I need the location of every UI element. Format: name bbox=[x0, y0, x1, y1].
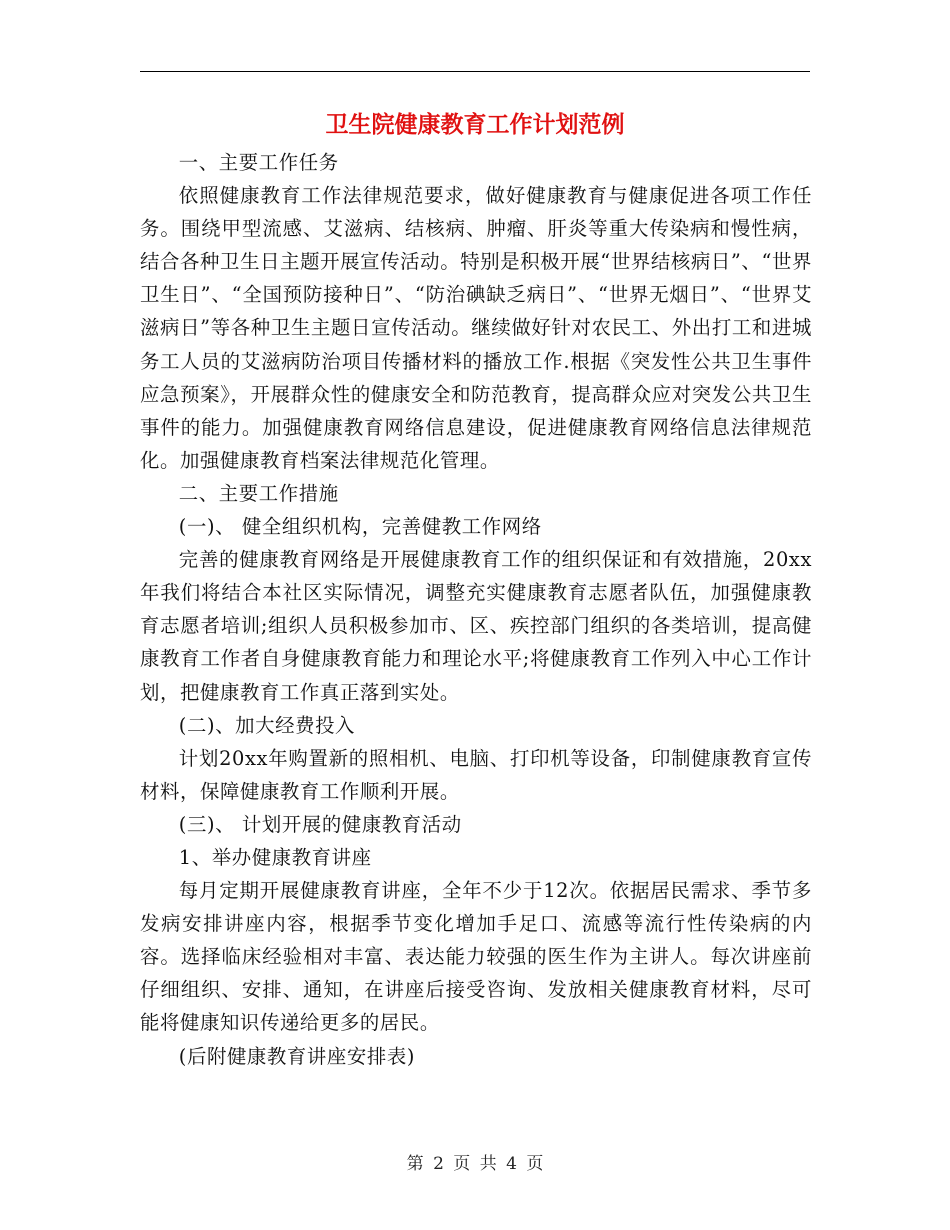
subheading-organization: (一)、 健全组织机构，完善健教工作网络 bbox=[178, 515, 542, 539]
document-body bbox=[140, 146, 812, 1073]
paragraph-lectures: 每月定期开展健康教育讲座，全年不少于12次。依据居民需求、季节多发病安排讲座内容，根据季节变化增加手足口、流感等流行性传染病的内容。选择临床经验相对丰富、表达能力较强的医生作为主讲人。每次讲座前仔细组织、安排、通知，在讲座后接受咨询、发放相关健康教育材料，尽可能将健康知识传递给更多的居民。 bbox=[140, 879, 812, 1035]
page-number: 第 2 页 共 4 页 bbox=[406, 1154, 544, 1174]
subheading-lectures: 1、举办健康教育讲座 bbox=[178, 845, 372, 869]
subheading-funding: (二)、加大经费投入 bbox=[178, 713, 356, 737]
header-rule bbox=[140, 71, 810, 72]
paragraph-organization: 完善的健康教育网络是开展健康教育工作的组织保证和有效措施，20xx年我们将结合本社区实际情况，调整充实健康教育志愿者队伍，加强健康教育志愿者培训;组织人员积极参加市、区、疾控部门组织的各类培训，提高健康教育工作者自身健康教育能力和理论水平;将健康教育工作列入中心工作计划，把健康教育工作真正落到实处。 bbox=[140, 548, 812, 704]
paragraph-funding: 计划20xx年购置新的照相机、电脑、打印机等设备，印制健康教育宣传材料，保障健康教育工作顺利开展。 bbox=[140, 746, 812, 803]
section-heading-main-measures: 二、主要工作措施 bbox=[178, 481, 339, 505]
note-schedule-attached: (后附健康教育讲座安排表) bbox=[178, 1044, 416, 1068]
section-heading-main-tasks: 一、主要工作任务 bbox=[178, 151, 339, 174]
subheading-activities: (三)、 计划开展的健康教育活动 bbox=[178, 812, 462, 836]
paragraph-main-tasks: 依照健康教育工作法律规范要求，做好健康教育与健康促进各项工作任务。围绕甲型流感、艾滋病、结核病、肿瘤、肝炎等重大传染病和慢性病，结合各种卫生日主题开展宣传活动。特别是积极开展“世界结核病日”、“世界卫生日”、“全国预防接种日”、“防治碘缺乏病日”、“世界无烟日”、“世界艾滋病日”等各种卫生主题日宣传活动。继续做好针对农民工、外出打工和进城务工人员的艾滋病防治项目传播材料的播放工作.根据《突发性公共卫生事件应急预案》，开展群众性的健康安全和防范教育，提高群众应对突发公共卫生事件的能力。加强健康教育网络信息建设，促进健康教育网络信息法律规范化。加强健康教育档案法律规范化管理。 bbox=[140, 184, 812, 472]
document-title: 卫生院健康教育工作计划范例 bbox=[325, 112, 625, 138]
